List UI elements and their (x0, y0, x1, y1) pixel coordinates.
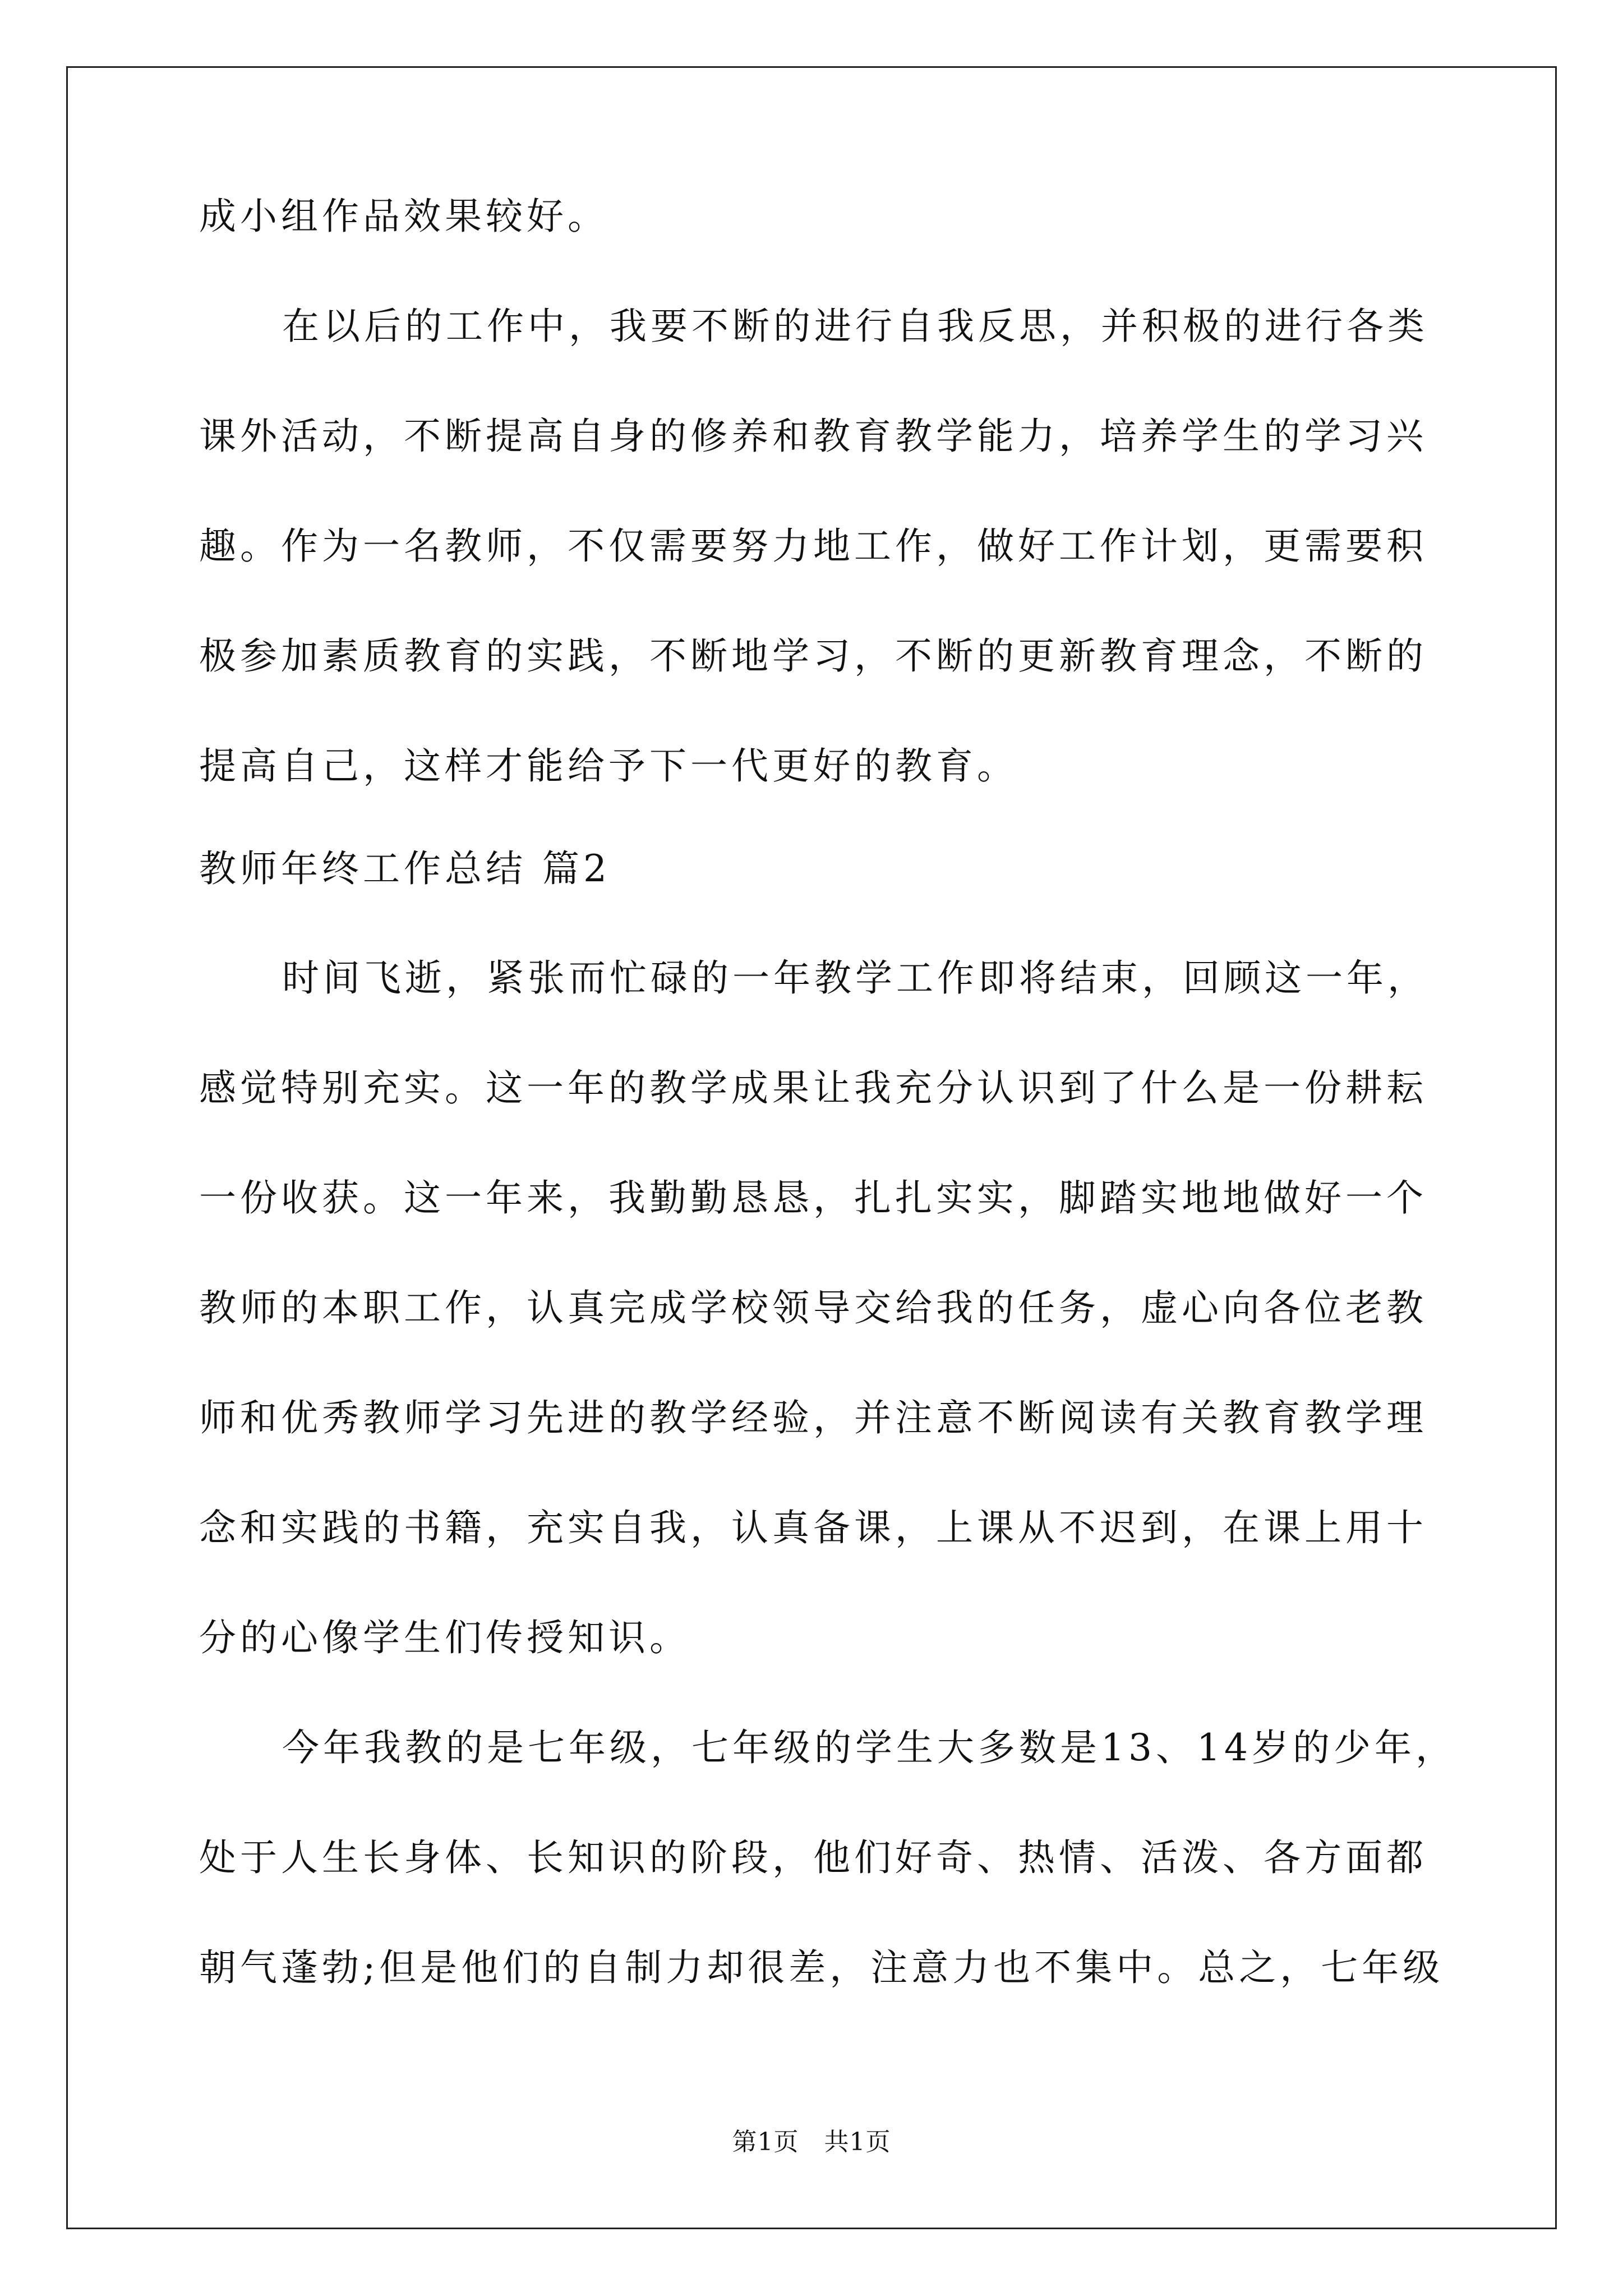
section-heading: 教师年终工作总结 篇2 (199, 847, 611, 890)
text-line: 感觉特别充实。这一年的教学成果让我充分认识到了什么是一份耕耘 (199, 1066, 1427, 1110)
text-line: 极参加素质教育的实践，不断地学习，不断的更新教育理念，不断的 (199, 634, 1427, 678)
text-line: 今年我教的是七年级，七年级的学生大多数是13、14岁的少年， (282, 1726, 1456, 1769)
text-line: 一份收获。这一年来，我勤勤恳恳，扎扎实实，脚踏实地地做好一个 (199, 1176, 1427, 1220)
page-footer: 第1页 共1页 (732, 2128, 891, 2156)
text-line: 课外活动，不断提高自身的修养和教育教学能力，培养学生的学习兴 (199, 415, 1427, 458)
text-line: 趣。作为一名教师，不仅需要努力地工作，做好工作计划，更需要积 (199, 524, 1427, 568)
text-line: 念和实践的书籍，充实自我，认真备课，上课从不迟到，在课上用十 (199, 1506, 1427, 1549)
text-line: 朝气蓬勃;但是他们的自制力却很差，注意力也不集中。总之，七年级 (199, 1946, 1444, 1989)
text-line: 师和优秀教师学习先进的教学经验，并注意不断阅读有关教育教学理 (199, 1396, 1427, 1439)
text-line: 成小组作品效果较好。 (199, 195, 608, 238)
text-line: 时间飞逝，紧张而忙碌的一年教学工作即将结束，回顾这一年， (282, 956, 1428, 1000)
page-border (66, 66, 1557, 2229)
text-line: 教师的本职工作，认真完成学校领导交给我的任务，虚心向各位老教 (199, 1286, 1427, 1329)
text-line: 提高自己，这样才能给予下一代更好的教育。 (199, 744, 1018, 788)
text-line: 分的心像学生们传授知识。 (199, 1616, 690, 1659)
text-line: 在以后的工作中，我要不断的进行自我反思，并积极的进行各类 (282, 305, 1428, 348)
text-line: 处于人生长身体、长知识的阶段，他们好奇、热情、活泼、各方面都 (199, 1836, 1427, 1879)
